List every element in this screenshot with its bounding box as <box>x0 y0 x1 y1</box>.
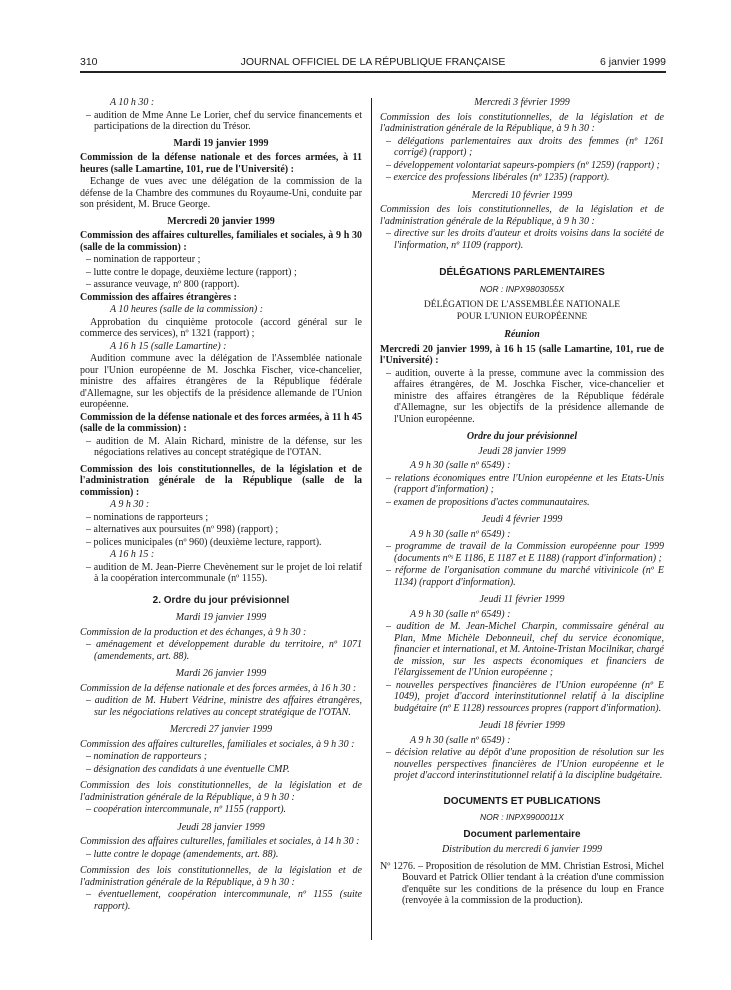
issue-date: 6 janvier 1999 <box>600 56 666 68</box>
agenda-item: – réforme de l'organisation commune du marché vitivinicole (nº E 1134) (rapport d'information). <box>386 565 664 588</box>
commission-heading: Commission des lois constitutionnelles, de la législation et de l'administration générale de la République (salle de la commission) : <box>80 463 362 498</box>
subsection-heading: Ordre du jour prévisionnel <box>466 431 578 443</box>
document-entry: Nº 1276. – Proposition de résolution de MM. Christian Estrosi, Michel Bouvard et Patrick Ollier tendant à la création d'une commission d'enquête sur les conditions de la présence du loup en France (renvoyée à la commission de la production). <box>380 860 664 907</box>
subsection-heading: Document parlementaire <box>463 828 581 840</box>
commission-heading: Commission de la défense nationale et des forces armées, à 16 h 30 : <box>80 682 357 694</box>
nor-reference: NOR : INPX9900011X <box>480 812 564 823</box>
agenda-item: – nomination de rapporteur ; <box>86 254 201 265</box>
agenda-item: – audition de Mme Anne Le Lorier, chef du service financements et participations de la direction du Trésor. <box>86 109 362 132</box>
agenda-item: – décision relative au dépôt d'une proposition de résolution sur les nouvelles perspectives financières de l'Union européenne et le projet d'accord interinstitutionnel relatif à la discipline budgétaire. <box>386 747 664 782</box>
time-label: A 9 h 30 (salle nº 6549) : <box>410 734 511 746</box>
agenda-text: Audition commune avec la délégation de l'Assemblée nationale pour l'Union européenne de M. Joschka Fischer, vice-chancelier, ministre des affaires étrangères de la République fédérale d'Allemagne, sur les objectifs de la présidence allemande de l'Union européenne. <box>80 353 362 410</box>
date-heading: Jeudi 4 février 1999 <box>481 514 563 526</box>
agenda-item: – audition de M. Jean-Michel Charpin, commissaire général au Plan, Mme Michèle Debonneuil, chef du service économique, financier et international, et M. Antoine-Tristan Mocilnikar, chargé de mission, sur les aspects économiques et financiers de l'élargissement de l'Union européenne ; <box>386 621 664 679</box>
agenda-item: – exercice des professions libérales (nº 1235) (rapport). <box>386 172 610 183</box>
agenda-item: – directive sur les droits d'auteur et droits voisins dans la société de l'information, nº 1109 (rapport). <box>386 228 664 251</box>
left-column <box>80 97 362 913</box>
commission-heading: Commission des affaires culturelles, familiales et sociales, à 14 h 30 : <box>80 836 360 847</box>
column-divider <box>371 98 372 940</box>
commission-heading: Commission des lois constitutionnelles, de la législation et de l'administration générale de la République, à 9 h 30 : <box>80 780 362 803</box>
date-heading: Mercredi 20 janvier 1999 <box>167 215 275 227</box>
agenda-item: – programme de travail de la Commission européenne pour 1999 (documents nºˢ E 1186, E 1187 et E 1188) (rapport d'information) ; <box>386 541 664 564</box>
nor-reference: NOR : INPX9803055X <box>479 283 565 294</box>
meeting-heading: Mercredi 20 janvier 1999, à 16 h 15 (salle Lamartine, 101, rue de l'Université) : <box>380 343 664 367</box>
right-column <box>380 97 664 908</box>
date-heading: Jeudi 28 janvier 1999 <box>478 445 566 457</box>
agenda-item: – assurance veuvage, nº 800 (rapport). <box>86 279 240 290</box>
time-label: A 9 h 30 : <box>110 499 150 510</box>
commission-heading: Commission des lois constitutionnelles, de la législation et de l'administration générale de la République, à 9 h 30 : <box>380 204 664 227</box>
commission-heading: Commission des affaires culturelles, familiales et sociales, à 9 h 30 : <box>80 738 355 750</box>
date-heading: Mercredi 10 février 1999 <box>471 189 573 201</box>
date-heading: Mardi 19 janvier 1999 <box>173 137 269 149</box>
agenda-item: – relations économiques entre l'Union européenne et les Etats-Unis (rapport d'information) ; <box>386 472 664 496</box>
time-label: A 10 heures (salle de la commission) : <box>110 304 264 315</box>
agenda-item: – nominations de rapporteurs ; <box>86 511 209 523</box>
commission-heading: Commission des lois constitutionnelles, de la législation et de l'administration générale de la République, à 9 h 30 : <box>80 865 362 888</box>
agenda-item: – aménagement et développement durable du territoire, nº 1071 (amendements, art. 88). <box>86 639 362 662</box>
agenda-item: – audition de M. Hubert Védrine, ministre des affaires étrangères, sur les négociations relatives au concept stratégique de l'OTAN. <box>86 695 362 718</box>
date-heading: Jeudi 18 février 1999 <box>479 720 565 732</box>
date-heading: Mercredi 27 janvier 1999 <box>169 724 273 735</box>
agenda-item: – audition, ouverte à la presse, commune avec la commission des affaires étrangères, de M. Joschka Fischer, vice-chancelier et ministre des affaires étrangères de la République fédérale d'Allemagne, sur les objectifs de la présidence allemande de l'Union européenne. <box>386 367 664 425</box>
date-heading: Mardi 19 janvier 1999 <box>175 612 267 623</box>
date-heading: Jeudi 28 janvier 1999 <box>177 821 265 833</box>
page-header <box>80 56 666 70</box>
agenda-item: – audition de M. Jean-Pierre Chevènement sur le projet de loi relatif à la coopération intercommunale (nº 1155). <box>86 561 362 584</box>
agenda-item: – éventuellement, coopération intercommunale, nº 1155 (suite rapport). <box>86 889 362 912</box>
agenda-item: – développement volontariat sapeurs-pompiers (nº 1259) (rapport) ; <box>386 159 660 171</box>
date-heading: Jeudi 11 février 1999 <box>479 594 565 606</box>
agenda-item: – examen de propositions d'actes communautaires. <box>386 496 590 508</box>
agenda-item: – alternatives aux poursuites (nº 998) (rapport) ; <box>86 524 279 535</box>
journal-title: JOURNAL OFFICIEL DE LA RÉPUBLIQUE FRANÇAISE <box>240 56 506 68</box>
time-label: A 16 h 15 : <box>110 549 155 560</box>
section-heading: DÉLÉGATIONS PARLEMENTAIRES <box>439 267 605 278</box>
agenda-item: – nomination de rapporteurs ; <box>86 751 208 762</box>
agenda-text: Approbation du cinquième protocole (accord général sur le commerce des services), nº 1321 (rapport) ; <box>80 316 362 339</box>
page-number: 310 <box>80 56 98 68</box>
agenda-text: Echange de vues avec une délégation de la commission de la défense de la Chambre des communes du Royaume-Uni, conduite par son président, M. Bruce George. <box>80 176 362 210</box>
delegation-name: DÉLÉGATION DE L'ASSEMBLÉE NATIONALE <box>423 300 621 311</box>
agenda-item: – coopération intercommunale, nº 1155 (rapport). <box>86 804 287 815</box>
commission-heading: Commission des affaires étrangères : <box>80 291 237 303</box>
time-label: A 9 h 30 (salle nº 6549) : <box>410 608 511 620</box>
date-heading: Mardi 26 janvier 1999 <box>175 668 267 679</box>
date-heading: Mercredi 3 février 1999 <box>474 97 570 108</box>
delegation-name: POUR L'UNION EUROPÉENNE <box>456 312 588 323</box>
commission-heading: Commission des affaires culturelles, familiales et sociales, à 9 h 30 (salle de la commission) : <box>80 230 362 253</box>
section-heading: DOCUMENTS ET PUBLICATIONS <box>443 795 601 807</box>
agenda-item: – nouvelles perspectives financières de l'Union européenne (nº E 1049), projet d'accord interinstitutionnel relatif à la discipline budgétaire (nº E 1128) ressources propres (rapport d'information). <box>386 679 664 714</box>
agenda-item: – lutte contre le dopage (amendements, art. 88). <box>86 848 279 860</box>
agenda-item: – lutte contre le dopage, deuxième lecture (rapport) ; <box>86 266 297 278</box>
time-label: A 9 h 30 (salle nº 6549) : <box>410 528 511 540</box>
subsection-heading: Réunion <box>504 329 540 341</box>
agenda-item: – délégations parlementaires aux droits des femmes (nº 1261 corrigé) (rapport) ; <box>386 135 664 158</box>
distribution-date: Distribution du mercredi 6 janvier 1999 <box>441 844 603 856</box>
time-label: A 10 h 30 : <box>110 97 155 108</box>
agenda-item: – audition de M. Alain Richard, ministre de la défense, sur les négociations relatives au concept stratégique de l'OTAN. <box>86 435 362 458</box>
commission-heading: Commission de la production et des échanges, à 9 h 30 : <box>80 626 307 638</box>
time-label: A 16 h 15 (salle Lamartine) : <box>110 340 227 352</box>
agenda-item: – polices municipales (nº 960) (deuxième lecture, rapport). <box>86 536 322 548</box>
commission-heading: Commission de la défense nationale et des forces armées, à 11 heures (salle Lamartine, 101, rue de l'Université) : <box>80 152 362 175</box>
section-heading: 2. Ordre du jour prévisionnel <box>152 594 290 606</box>
time-label: A 9 h 30 (salle nº 6549) : <box>410 460 511 472</box>
header-rule <box>80 71 666 73</box>
commission-heading: Commission des lois constitutionnelles, de la législation et de l'administration générale de la République, à 9 h 30 : <box>380 111 664 134</box>
agenda-item: – désignation des candidats à une éventuelle CMP. <box>86 763 290 775</box>
commission-heading: Commission de la défense nationale et des forces armées, à 11 h 45 (salle de la commission) : <box>80 411 362 434</box>
